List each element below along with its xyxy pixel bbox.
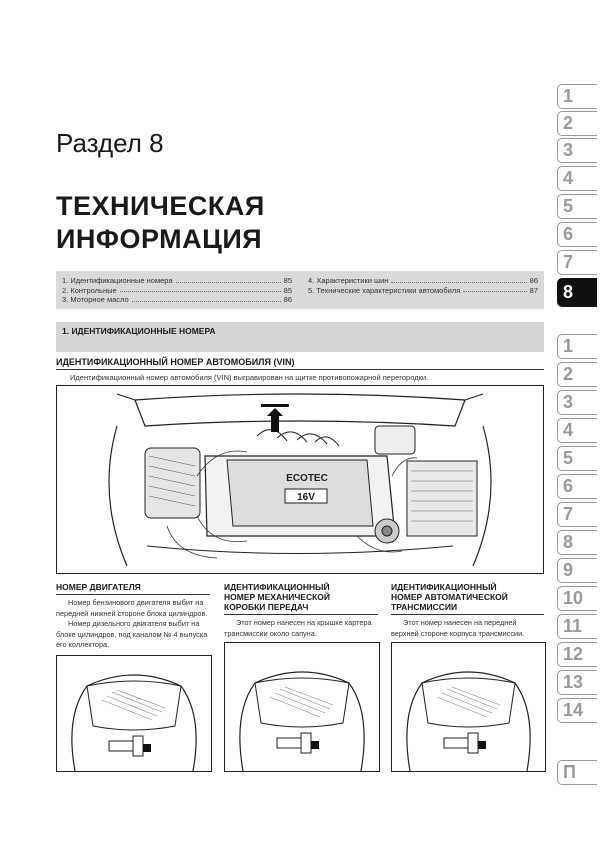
toc-item[interactable] (308, 286, 538, 296)
car-front-drawing-engine (56, 655, 212, 772)
toc-item-page: 87 (529, 285, 538, 295)
section-heading: 1. ИДЕНТИФИКАЦИОННЫЕ НОМЕРА (62, 326, 216, 336)
engine-number-text (56, 598, 210, 651)
tab-subsection-7[interactable]: 7 (557, 502, 597, 527)
manual-gearbox-text (224, 618, 378, 639)
tab-section-8-active[interactable]: 8 (557, 278, 597, 307)
car-engine-location-icon (57, 656, 211, 771)
toc-column-left (62, 276, 292, 305)
divider (224, 614, 378, 615)
engine-bay-illustration (56, 385, 544, 574)
automatic-transmission-heading (391, 582, 508, 612)
tab-subsection-6[interactable]: 6 (557, 474, 597, 499)
toc-item[interactable] (62, 276, 292, 286)
engine-number-heading (56, 582, 141, 592)
vin-description: Идентификационный номер автомобиля (VIN) выгравирован на щитке противопожарной перегородки. (70, 373, 429, 382)
page-title-line-1: ТЕХНИЧЕСКАЯ (56, 191, 265, 221)
automatic-transmission-text (391, 618, 544, 639)
divider (56, 594, 210, 595)
toc-item-label: Контрольные (70, 285, 117, 295)
toc-item[interactable] (62, 295, 292, 305)
toc-leader-dots (391, 276, 526, 283)
tab-section-2[interactable]: 2 (557, 111, 597, 136)
toc-item-number: 4. (308, 276, 315, 285)
heading-line: ИДЕНТИФИКАЦИОННЫЙ (224, 582, 330, 592)
divider (56, 369, 544, 370)
toc-item[interactable] (62, 286, 292, 296)
heading-line: КОРОБКИ ПЕРЕДАЧ (224, 602, 309, 612)
tab-subsection-5[interactable]: 5 (557, 446, 597, 471)
toc-item[interactable] (308, 276, 538, 286)
car-front-drawing-automatic (391, 642, 546, 772)
tab-subsection-11[interactable]: 11 (557, 614, 597, 639)
tab-section-5[interactable]: 5 (557, 194, 597, 219)
car-gearbox-location-icon (225, 643, 379, 771)
tab-subsection-2[interactable]: 2 (557, 362, 597, 387)
engine-bay-drawing (57, 386, 543, 573)
section-heading-bar (56, 322, 544, 352)
toc-item-number: 5. (308, 285, 315, 295)
toc-item-label: Характеристики шин (316, 276, 389, 285)
tab-subsection-1[interactable]: 1 (557, 334, 597, 359)
toc-column-right (308, 276, 538, 295)
toc-item-number: 1. (62, 276, 69, 285)
tab-subsection-3[interactable]: 3 (557, 390, 597, 415)
toc-item-number: 2. (62, 285, 69, 295)
car-front-drawing-manual (224, 642, 380, 772)
page-title (56, 190, 265, 256)
vin-location-arrow-icon (267, 408, 283, 432)
heading-line: ИДЕНТИФИКАЦИОННЫЙ (391, 582, 497, 592)
paragraph: Номер бензинового двигателя выбит на передней нижней стороне блока цилиндров. (56, 598, 208, 618)
heading-line: НОМЕР ДВИГАТЕЛЯ (56, 582, 141, 592)
engine-cover-16v: 16V (297, 492, 315, 503)
toc-leader-dots (120, 286, 281, 293)
toc-item-label: Идентификационные номера (70, 276, 173, 285)
heading-line: ТРАНСМИССИИ (391, 602, 458, 612)
tab-section-1[interactable]: 1 (557, 84, 597, 109)
toc-item-page: 85 (283, 285, 292, 295)
toc-leader-dots (176, 276, 281, 283)
tab-appendix[interactable]: П (557, 760, 597, 785)
toc-item-label: Технические характеристики автомобиля (316, 285, 461, 295)
tab-section-3[interactable]: 3 (557, 138, 597, 163)
toc-leader-dots (463, 286, 526, 293)
paragraph: Этот номер нанесен на передней верхней стороне корпуса трансмиссии. (391, 618, 525, 638)
toc-leader-dots (132, 295, 281, 302)
tab-section-7[interactable]: 7 (557, 250, 597, 275)
tab-subsection-9[interactable]: 9 (557, 558, 597, 583)
car-transmission-location-icon (392, 643, 545, 771)
tab-subsection-10[interactable]: 10 (557, 586, 597, 611)
engine-cover-text: ECOTEC (286, 473, 328, 484)
toc-item-page: 86 (283, 295, 292, 304)
paragraph: Номер дизельного двигателя выбит на блоке цилиндров, под каналом № 4 выпуска его коллектора. (56, 619, 208, 650)
tab-subsection-4[interactable]: 4 (557, 418, 597, 443)
tab-section-4[interactable]: 4 (557, 166, 597, 191)
vin-heading: ИДЕНТИФИКАЦИОННЫЙ НОМЕР АВТОМОБИЛЯ (VIN) (56, 357, 295, 367)
heading-line: НОМЕР МЕХАНИЧЕСКОЙ (224, 592, 331, 602)
toc-item-page: 85 (283, 276, 292, 285)
tab-subsection-13[interactable]: 13 (557, 670, 597, 695)
manual-gearbox-heading (224, 582, 330, 612)
page-title-line-2: ИНФОРМАЦИЯ (56, 224, 263, 254)
toc-item-number: 3. (62, 295, 69, 304)
tab-subsection-14[interactable]: 14 (557, 698, 597, 723)
divider (391, 614, 544, 615)
table-of-contents (56, 271, 544, 309)
tab-section-6[interactable]: 6 (557, 222, 597, 247)
tab-subsection-8[interactable]: 8 (557, 530, 597, 555)
toc-item-page: 86 (529, 276, 538, 285)
paragraph: Этот номер нанесен на крышке картера трансмиссии около сапуна. (224, 618, 372, 638)
section-label: Раздел 8 (56, 128, 164, 158)
heading-line: НОМЕР АВТОМАТИЧЕСКОЙ (391, 592, 508, 602)
tab-subsection-12[interactable]: 12 (557, 642, 597, 667)
toc-item-label: Моторное масло (70, 295, 129, 304)
